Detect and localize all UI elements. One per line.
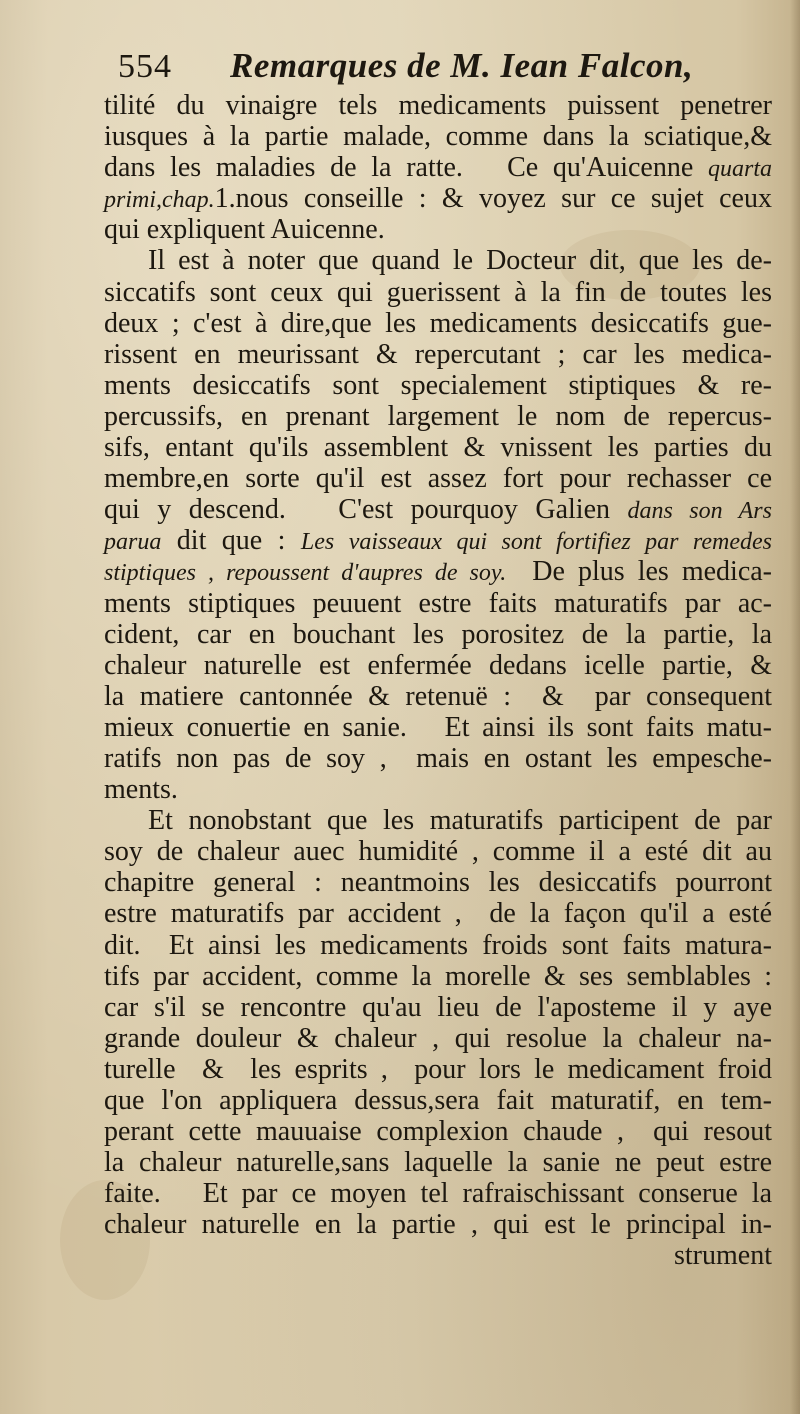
text-line bbox=[104, 743, 772, 774]
text-run: tilité du vinaigre tels medicaments puissent penetrer bbox=[104, 90, 772, 121]
text-run: 1.nous conseille : & voyez sur ce sujet ceux bbox=[214, 183, 772, 215]
text-run: perant cette mauuaise complexion chaude , qui resout bbox=[104, 1116, 772, 1148]
page-number: 554 bbox=[118, 48, 172, 85]
text-line bbox=[104, 930, 772, 961]
text-run: car s'il se rencontre qu'au lieu de l'aposteme il y aye bbox=[104, 991, 772, 1023]
text-run: ratifs non pas de soy , mais en ostant les empesche- bbox=[104, 742, 772, 774]
text-line bbox=[104, 370, 772, 401]
italic-text: dans son Ars bbox=[627, 498, 772, 525]
text-line bbox=[104, 494, 772, 525]
text-run: dit. Et ainsi les medicaments froids sont faits matura- bbox=[104, 929, 772, 961]
text-line bbox=[104, 619, 772, 650]
text-line bbox=[104, 277, 772, 308]
text-line bbox=[104, 836, 772, 867]
text-line bbox=[104, 152, 772, 183]
running-title: Remarques de M. Iean Falcon, bbox=[230, 46, 694, 85]
text-line bbox=[104, 712, 772, 743]
body-text bbox=[104, 90, 772, 1272]
text-run: strument bbox=[674, 1240, 772, 1272]
italic-text: Les vaisseaux qui sont fortifiez par remedes bbox=[300, 529, 772, 556]
text-line bbox=[104, 1054, 772, 1085]
text-line bbox=[104, 650, 772, 681]
text-run: iusques à la partie malade, comme dans la sciatique,& bbox=[104, 121, 772, 153]
italic-text: primi,chap. bbox=[104, 187, 215, 214]
text-run: faite. Et par ce moyen tel rafraischissant conserue la bbox=[104, 1178, 772, 1210]
text-line bbox=[104, 308, 772, 339]
text-run: sifs, entant qu'ils assemblent & vnissent les parties du bbox=[104, 432, 772, 464]
text-line bbox=[104, 1023, 772, 1054]
text-run: soy de chaleur auec humidité , comme il a esté dit au bbox=[104, 836, 772, 868]
text-run: grande douleur & chaleur , qui resolue la chaleur na- bbox=[104, 1022, 772, 1054]
text-line bbox=[104, 556, 772, 587]
text-line bbox=[104, 1240, 772, 1271]
text-run: Il est à noter que quand le Docteur dit, que les de- bbox=[148, 245, 772, 277]
running-head bbox=[118, 44, 718, 88]
text-line bbox=[104, 1209, 772, 1240]
text-run: percussifs, en prenant largement le nom de repercus- bbox=[104, 400, 772, 432]
text-run: mieux conuertie en sanie. Et ainsi ils sont faits matu- bbox=[104, 711, 772, 743]
text-line bbox=[104, 898, 772, 929]
text-line bbox=[104, 588, 772, 619]
text-run: chaleur naturelle en la partie , qui est le principal in- bbox=[104, 1209, 772, 1241]
italic-text: quarta bbox=[707, 156, 772, 183]
text-line bbox=[104, 1178, 772, 1209]
text-line bbox=[104, 121, 772, 152]
text-run: qui y descend. C'est pourquoy Galien bbox=[104, 494, 628, 526]
text-run: la chaleur naturelle,sans laquelle la sanie ne peut estre bbox=[104, 1147, 772, 1179]
text-run: deux ; c'est à dire,que les medicaments desiccatifs gue- bbox=[104, 307, 772, 339]
text-line bbox=[104, 867, 772, 898]
text-line bbox=[104, 432, 772, 463]
text-run: la matiere cantonnée & retenuë : & par consequent bbox=[104, 680, 772, 712]
text-line bbox=[104, 245, 772, 276]
text-run: estre maturatifs par accident , de la façon qu'il a esté bbox=[104, 898, 772, 930]
text-run: membre,en sorte qu'il est assez fort pour rechasser ce bbox=[104, 463, 772, 495]
text-line bbox=[104, 463, 772, 494]
text-run: cident, car en bouchant les porositez de la partie, la bbox=[104, 618, 772, 650]
text-run: ments desiccatifs sont specialement stiptiques & re- bbox=[104, 369, 772, 401]
text-run: Et nonobstant que les maturatifs participent de par bbox=[148, 805, 772, 837]
text-run: rissent en meurissant & repercutant ; car les medica- bbox=[104, 338, 772, 370]
text-line bbox=[104, 90, 772, 121]
italic-text: parua bbox=[104, 529, 162, 556]
text-run: qui expliquent Auicenne. bbox=[104, 214, 385, 246]
text-line bbox=[104, 1116, 772, 1147]
text-line bbox=[104, 1147, 772, 1178]
text-line bbox=[104, 401, 772, 432]
text-run: dit que : bbox=[161, 525, 301, 557]
page-edge-shadow bbox=[790, 0, 800, 1414]
text-run: que l'on appliquera dessus,sera fait maturatif, en tem- bbox=[104, 1085, 772, 1116]
text-line bbox=[104, 774, 772, 805]
text-run: ments. bbox=[104, 774, 178, 806]
text-run: ments stiptiques peuuent estre faits maturatifs par ac- bbox=[104, 587, 772, 619]
text-line bbox=[104, 992, 772, 1023]
text-line bbox=[104, 339, 772, 370]
text-line bbox=[104, 1085, 772, 1116]
text-run: siccatifs sont ceux qui guerissent à la fin de toutes les bbox=[104, 276, 772, 308]
text-line bbox=[104, 214, 772, 245]
text-line bbox=[104, 681, 772, 712]
text-run: tifs par accident, comme la morelle & ses semblables : bbox=[104, 960, 772, 992]
text-line bbox=[104, 805, 772, 836]
italic-text: stiptiques , repoussent d'aupres de soy. bbox=[104, 560, 507, 587]
text-line bbox=[104, 961, 772, 992]
text-run: De plus les medica- bbox=[506, 556, 773, 588]
text-run: chapitre general : neantmoins les desiccatifs pourront bbox=[104, 867, 772, 899]
text-run: dans les maladies de la ratte. Ce qu'Auicenne bbox=[104, 152, 708, 184]
text-line bbox=[104, 525, 772, 556]
text-line bbox=[104, 183, 772, 214]
text-run: chaleur naturelle est enfermée dedans icelle partie, & bbox=[104, 649, 772, 681]
text-run: turelle & les esprits , pour lors le medicament froid bbox=[104, 1053, 772, 1085]
